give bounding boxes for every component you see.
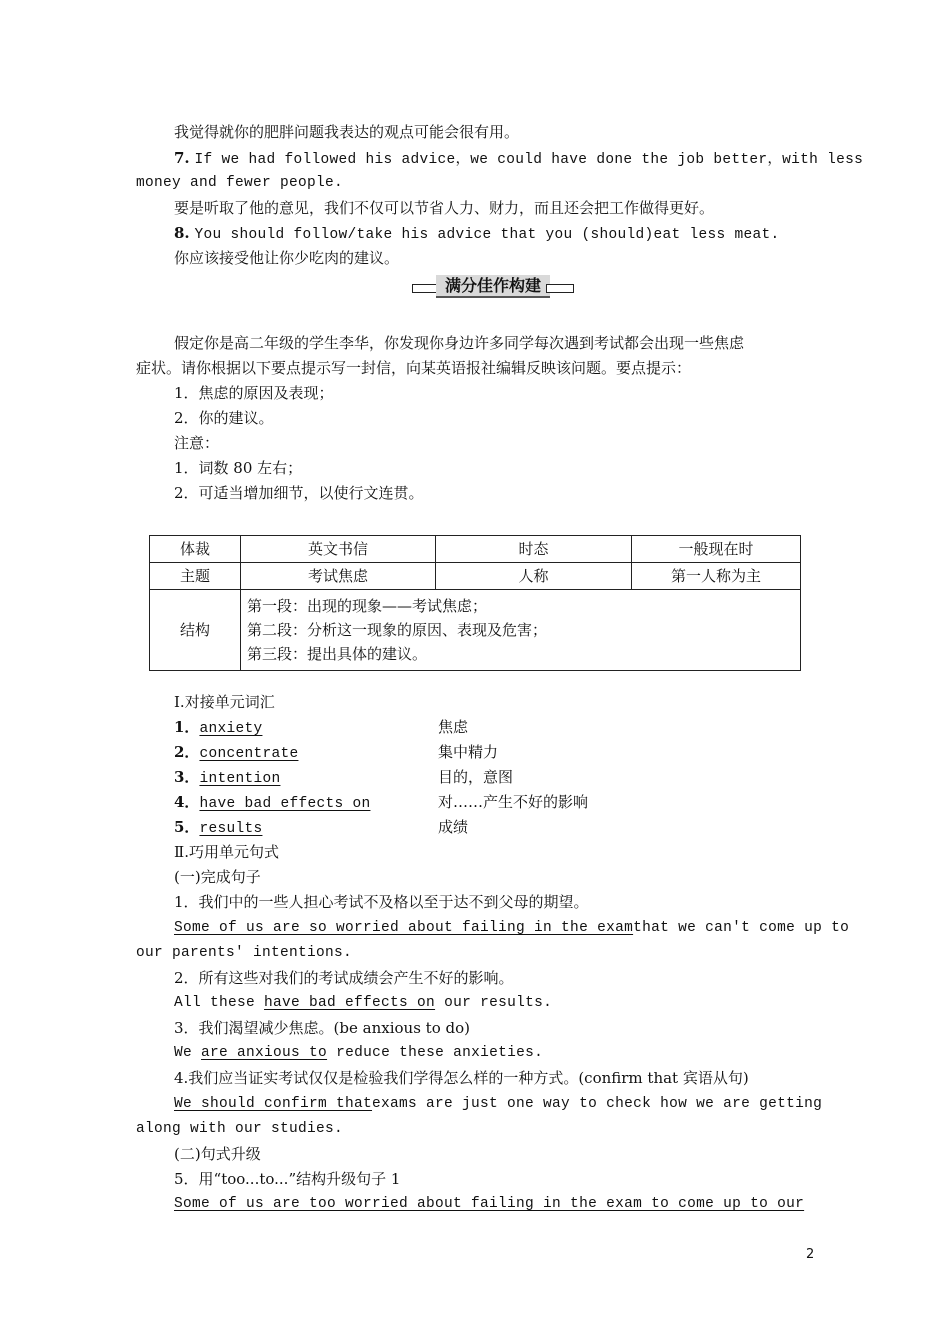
- vocab-word: concentrate: [199, 746, 299, 762]
- answer-text: along with our studies.: [136, 1121, 344, 1137]
- answer-text: We: [174, 1045, 193, 1061]
- table-cell: 主题: [150, 563, 241, 590]
- answer-fill: Some of us are too worried about failing in the exam to come up to our: [174, 1196, 805, 1212]
- vocab-item: [174, 792, 370, 814]
- answer-text: that we can't come up to: [633, 920, 850, 936]
- vocab-meaning: 成绩: [438, 818, 469, 836]
- vocab-item: [174, 742, 298, 764]
- structure-line: 第三段：提出具体的建议。: [247, 645, 428, 663]
- vocab-meaning: 目的，意图: [438, 768, 514, 786]
- table-row: [150, 590, 801, 671]
- vocab-item: [174, 767, 280, 789]
- vocab-word: intention: [199, 771, 281, 787]
- vocab-word: results: [199, 821, 263, 837]
- structure-cell: [241, 590, 801, 671]
- answer-text: our parents' intentions.: [136, 945, 353, 961]
- item-number: 2．: [174, 743, 200, 761]
- section-banner: [412, 275, 574, 297]
- question: 4.我们应当证实考试仅仅是检验我们学得怎么样的一种方式。(confirm that 宾语从句): [174, 1069, 749, 1087]
- answer-text: All these: [174, 995, 256, 1011]
- subsection-heading: (一)完成句子: [174, 868, 261, 886]
- answer-text: exams are just one way to check how we are getting: [372, 1096, 823, 1112]
- answer-fill: have bad effects on: [264, 995, 436, 1011]
- prompt-point: 1．词数 80 左右；: [174, 459, 303, 477]
- item-number: 3．: [174, 768, 200, 786]
- table-cell: 人称: [436, 563, 632, 590]
- prompt-point: 1．焦虑的原因及表现；: [174, 384, 334, 402]
- answer-line: [174, 1043, 543, 1063]
- table-cell: 结构: [150, 590, 241, 671]
- section-heading: Ⅰ.对接单元词汇: [174, 693, 275, 711]
- section-title: 满分佳作构建: [436, 275, 550, 298]
- answer-line: [174, 1094, 823, 1114]
- structure-line: 第一段：出现的现象——考试焦虑；: [247, 597, 488, 615]
- prompt-text: 假定你是高二年级的学生李华，你发现你身边许多同学每次遇到考试都会出现一些焦虑: [174, 334, 745, 352]
- english-sentence-cont: money and fewer people.: [136, 175, 344, 191]
- answer-fill: We should confirm that: [174, 1096, 373, 1112]
- banner-decoration: [546, 284, 574, 293]
- subsection-heading: (二)句式升级: [174, 1145, 261, 1163]
- writing-info-table: [149, 535, 801, 671]
- vocab-meaning: 对……产生不好的影响: [438, 793, 589, 811]
- answer-fill: are anxious to: [201, 1045, 328, 1061]
- prompt-text: 症状。请你根据以下要点提示写一封信，向某英语报社编辑反映该问题。要点提示：: [136, 359, 692, 377]
- prompt-point: 2．你的建议。: [174, 409, 274, 427]
- answer-line: [174, 918, 850, 938]
- table-row: [150, 536, 801, 563]
- prompt-note: 注意：: [174, 434, 220, 452]
- section-heading: Ⅱ.巧用单元句式: [174, 843, 279, 861]
- vocab-item: [174, 717, 262, 739]
- vocab-item: [174, 817, 262, 839]
- vocab-word: anxiety: [199, 721, 263, 737]
- table-cell: 第一人称为主: [632, 563, 801, 590]
- example-8: [174, 223, 780, 245]
- table-cell: 英文书信: [241, 536, 436, 563]
- answer-fill: Some of us are so worried about failing in the exam: [174, 920, 634, 936]
- table-cell: 一般现在时: [632, 536, 801, 563]
- example-7: [174, 148, 864, 170]
- item-number: 4．: [174, 793, 200, 811]
- item-number: 8.: [174, 224, 190, 242]
- chinese-translation: 你应该接受他让你少吃肉的建议。: [174, 249, 400, 267]
- item-number: 1．: [174, 718, 200, 736]
- item-number: 7.: [174, 149, 190, 167]
- text-line: 我觉得就你的肥胖问题我表达的观点可能会很有用。: [174, 123, 520, 141]
- table-cell: 考试焦虑: [241, 563, 436, 590]
- question: 1．我们中的一些人担心考试不及格以至于达不到父母的期望。: [174, 893, 589, 911]
- structure-line: 第二段：分析这一现象的原因、表现及危害；: [247, 621, 548, 639]
- answer-line: [174, 993, 552, 1013]
- answer-text: our results.: [444, 995, 553, 1011]
- prompt-point: 2．可适当增加细节，以使行文连贯。: [174, 484, 424, 502]
- table-cell: 体裁: [150, 536, 241, 563]
- vocab-word: have bad effects on: [199, 796, 371, 812]
- question: 2．所有这些对我们的考试成绩会产生不好的影响。: [174, 969, 514, 987]
- question: 5．用“too...to...”结构升级句子 1: [174, 1170, 401, 1188]
- question: 3．我们渴望减少焦虑。(be anxious to do): [174, 1019, 470, 1037]
- table-row: [150, 563, 801, 590]
- english-sentence: You should follow/take his advice that you (should)eat less meat.: [194, 227, 780, 243]
- english-sentence: If we had followed his advice，we could have done the job better，with less: [194, 152, 864, 168]
- page-number: 2: [806, 1247, 815, 1262]
- vocab-meaning: 焦虑: [438, 718, 469, 736]
- answer-text: reduce these anxieties.: [336, 1045, 544, 1061]
- item-number: 5．: [174, 818, 200, 836]
- table-cell: 时态: [436, 536, 632, 563]
- vocab-meaning: 集中精力: [438, 743, 499, 761]
- chinese-translation: 要是听取了他的意见，我们不仅可以节省人力、财力，而且还会把工作做得更好。: [174, 199, 715, 217]
